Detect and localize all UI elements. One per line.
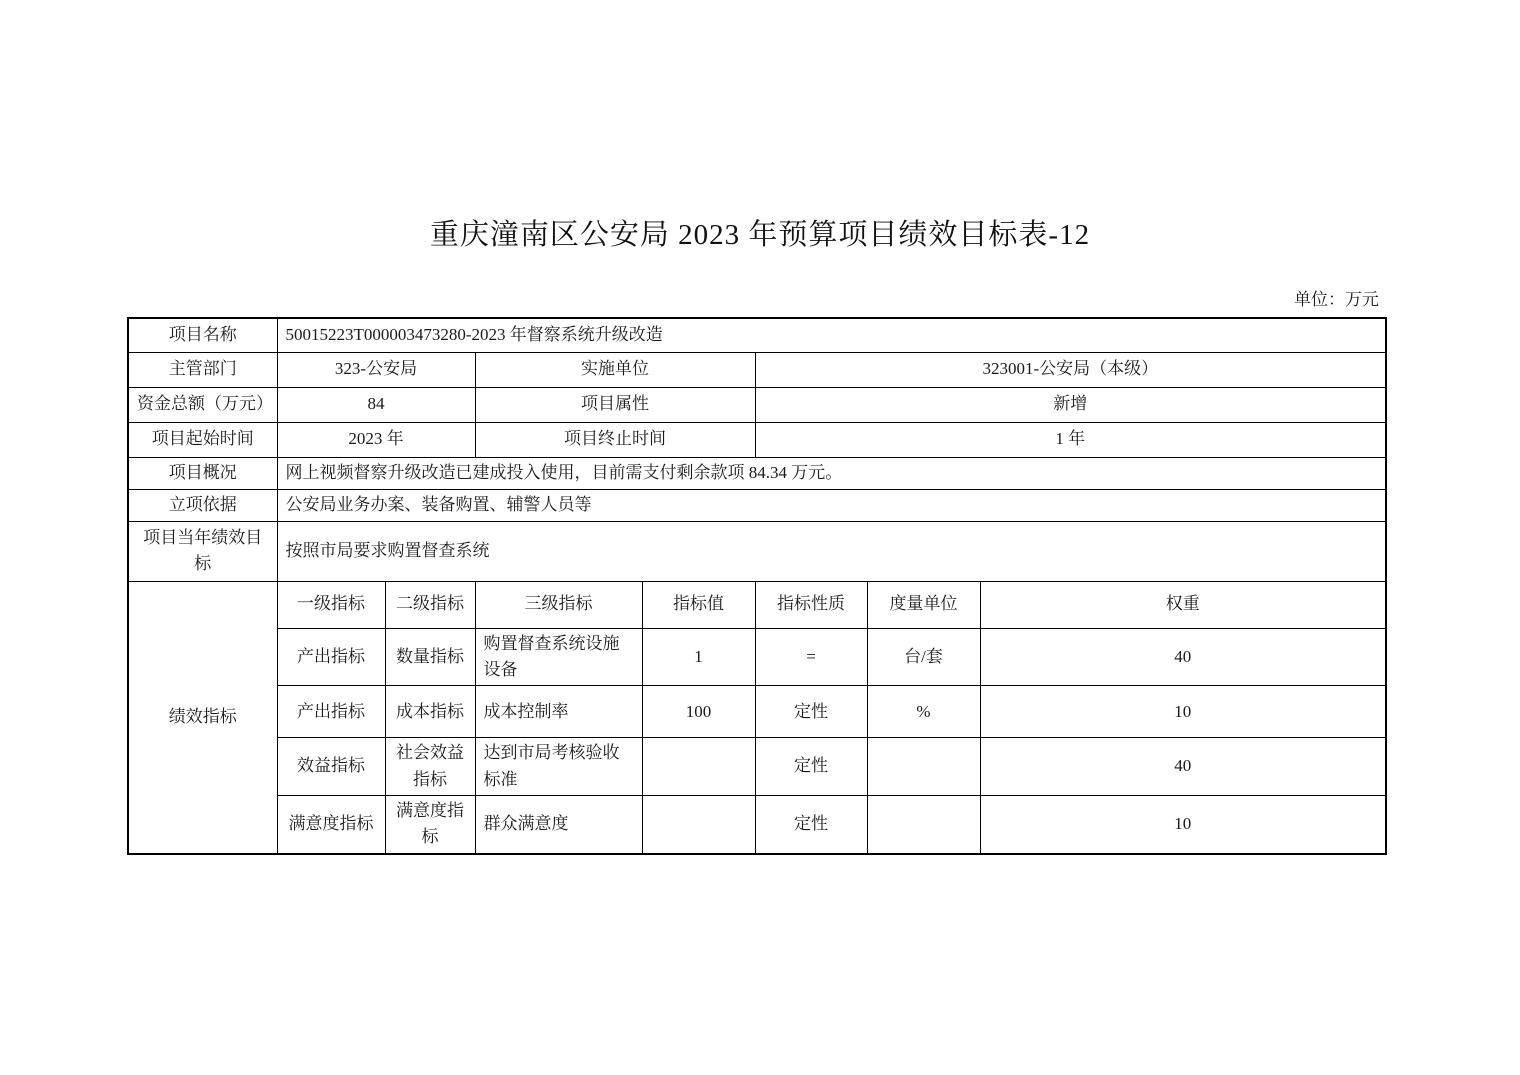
indicator-row [128,738,1386,796]
indicator-level2: 数量指标 [385,628,475,686]
table-row [128,457,1386,489]
overview-label: 项目概况 [128,457,277,489]
indicator-level2: 社会效益指标 [385,738,475,796]
indicator-level2: 满意度指标 [385,795,475,853]
start-time-value: 2023 年 [277,422,475,457]
end-time-label: 项目终止时间 [475,422,755,457]
indicator-nature: 定性 [755,795,867,853]
indicator-weight: 10 [980,686,1386,738]
indicator-unit: 台/套 [867,628,980,686]
indicator-unit: % [867,686,980,738]
indicator-row [128,795,1386,853]
indicator-level3: 成本控制率 [475,686,642,738]
indicator-row [128,686,1386,738]
department-value: 323-公安局 [277,352,475,387]
indicator-level3: 达到市局考核验收标准 [475,738,642,796]
indicator-header-row [128,581,1386,628]
overview-value: 网上视频督察升级改造已建成投入使用，目前需支付剩余款项 84.34 万元。 [277,457,1386,489]
indicator-unit [867,795,980,853]
department-label: 主管部门 [128,352,277,387]
header-level3: 三级指标 [475,581,642,628]
indicator-level1: 产出指标 [277,686,385,738]
basis-label: 立项依据 [128,489,277,521]
indicator-nature: = [755,628,867,686]
indicator-level1: 产出指标 [277,628,385,686]
annual-goal-label: 项目当年绩效目标 [128,521,277,581]
table-row [128,422,1386,457]
table-row [128,489,1386,521]
unit-note: 单位：万元 [1294,290,1379,309]
annual-goal-value: 按照市局要求购置督查系统 [277,521,1386,581]
indicator-level3: 群众满意度 [475,795,642,853]
indicator-nature: 定性 [755,686,867,738]
indicator-weight: 40 [980,628,1386,686]
indicators-section-label: 绩效指标 [128,581,277,854]
page-title: 重庆潼南区公安局 2023 年预算项目绩效目标表-12 [429,219,1091,251]
implement-unit-label: 实施单位 [475,352,755,387]
project-attr-value: 新增 [755,387,1386,422]
basis-value: 公安局业务办案、装备购置、辅警人员等 [277,489,1386,521]
header-unit: 度量单位 [867,581,980,628]
header-level1: 一级指标 [277,581,385,628]
project-name-label: 项目名称 [128,318,277,352]
header-nature: 指标性质 [755,581,867,628]
project-name-value: 50015223T000003473280-2023 年督察系统升级改造 [277,318,1386,352]
indicator-value: 100 [642,686,755,738]
table-row [128,387,1386,422]
total-fund-value: 84 [277,387,475,422]
indicator-value [642,795,755,853]
table-row [128,521,1386,581]
implement-unit-value: 323001-公安局（本级） [755,352,1386,387]
indicator-nature: 定性 [755,738,867,796]
table-row [128,352,1386,387]
header-weight: 权重 [980,581,1386,628]
indicator-unit [867,738,980,796]
indicator-row [128,628,1386,686]
indicator-level1: 效益指标 [277,738,385,796]
table-row [128,318,1386,352]
performance-target-table [127,317,1387,855]
indicator-weight: 10 [980,795,1386,853]
end-time-value: 1 年 [755,422,1386,457]
indicator-value [642,738,755,796]
header-level2: 二级指标 [385,581,475,628]
indicator-value: 1 [642,628,755,686]
project-attr-label: 项目属性 [475,387,755,422]
start-time-label: 项目起始时间 [128,422,277,457]
indicator-level2: 成本指标 [385,686,475,738]
indicator-level1: 满意度指标 [277,795,385,853]
header-value: 指标值 [642,581,755,628]
total-fund-label: 资金总额（万元） [128,387,277,422]
indicator-level3: 购置督查系统设施设备 [475,628,642,686]
indicator-weight: 40 [980,738,1386,796]
